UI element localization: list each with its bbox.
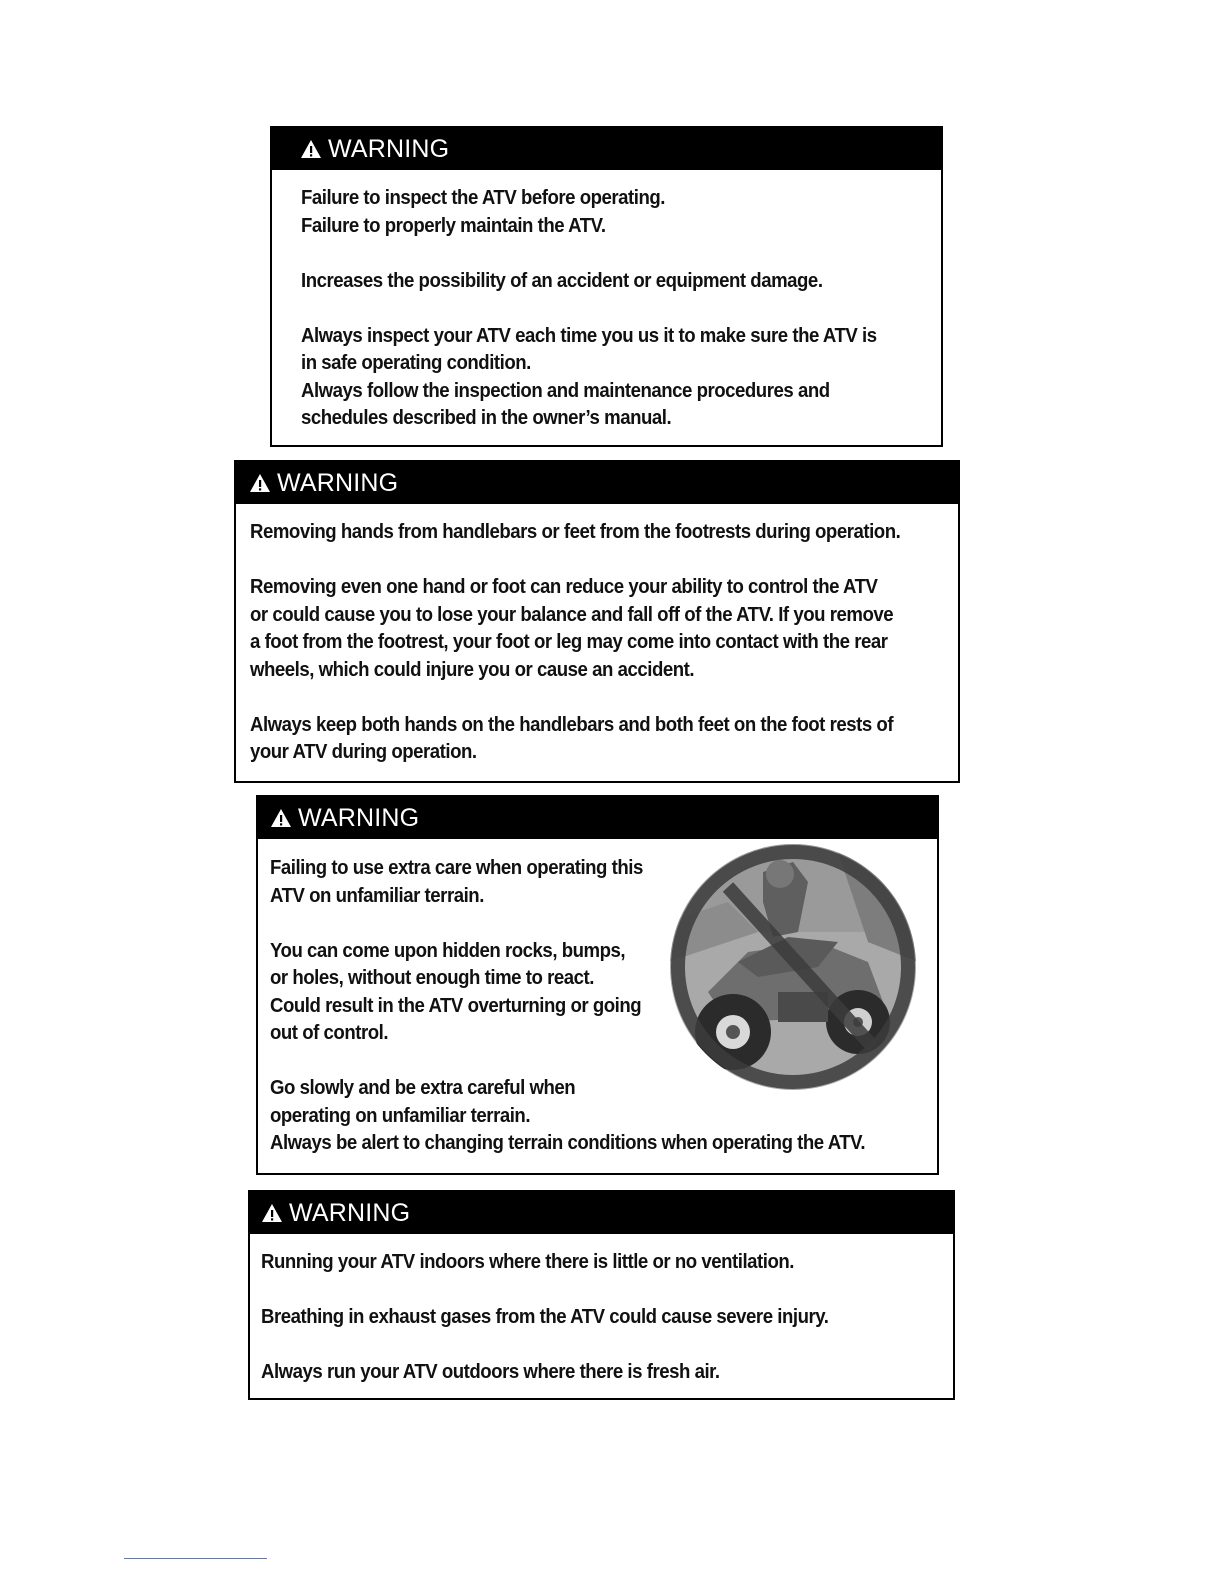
warning-text <box>250 519 900 767</box>
warning-line: in safe operating condition. <box>301 352 531 374</box>
warning-line: Could result in the ATV overturning or going <box>270 994 642 1017</box>
warning-header <box>236 462 958 504</box>
warning-line: Always be alert to changing terrain conditions when operating the ATV. <box>270 1132 866 1154</box>
warning-line: Increases the possibility of an accident or equipment damage. <box>301 269 823 292</box>
warning-box-inspection <box>270 126 943 447</box>
warning-line: schedules described in the owner’s manual. <box>301 407 672 429</box>
warning-text <box>301 185 877 433</box>
warning-triangle-icon <box>300 139 322 159</box>
warning-line: Failure to properly maintain the ATV. <box>301 214 606 237</box>
warning-line: Always follow the inspection and maintenance procedures and <box>301 379 830 402</box>
warning-triangle-icon <box>249 473 271 493</box>
warning-line: wheels, which could injure you or cause an accident. <box>250 658 695 681</box>
warning-triangle-icon <box>270 808 292 828</box>
warning-line: Breathing in exhaust gases from the ATV could cause severe injury. <box>261 1306 829 1328</box>
warning-text <box>270 855 865 1158</box>
warning-line: out of control. <box>270 1022 389 1044</box>
warning-header <box>250 1192 953 1234</box>
warning-header <box>258 797 937 839</box>
warning-line: ATV on unfamiliar terrain. <box>270 884 484 907</box>
footer-rule <box>124 1558 267 1559</box>
warning-title: WARNING <box>328 134 450 163</box>
warning-line: Removing hands from handlebars or feet from the footrests during operation. <box>250 521 901 543</box>
warning-title: WARNING <box>298 803 420 832</box>
warning-header <box>272 128 941 170</box>
warning-line: Always run your ATV outdoors where there is fresh air. <box>261 1361 720 1383</box>
warning-line: Always inspect your ATV each time you us it to make sure the ATV is <box>301 324 877 347</box>
warning-line: Always keep both hands on the handlebars and both feet on the foot rests of <box>250 713 894 736</box>
warning-line: or holes, without enough time to react. <box>270 967 594 989</box>
warning-line: or could cause you to lose your balance and fall off of the ATV. If you remove <box>250 603 894 626</box>
warning-line: Go slowly and be extra careful when <box>270 1077 576 1099</box>
warning-box-ventilation <box>248 1190 955 1400</box>
warning-box-hands-feet <box>234 460 960 783</box>
warning-triangle-icon <box>261 1203 283 1223</box>
warning-line: You can come upon hidden rocks, bumps, <box>270 939 626 962</box>
warning-line: Removing even one hand or foot can reduce your ability to control the ATV <box>250 576 878 598</box>
warning-line: Running your ATV indoors where there is little or no ventilation. <box>261 1251 794 1273</box>
warning-line: Failure to inspect the ATV before operating. <box>301 187 665 209</box>
warning-line: a foot from the footrest, your foot or leg may come into contact with the rear <box>250 631 888 653</box>
warning-line: Failing to use extra care when operating this <box>270 857 643 879</box>
warning-title: WARNING <box>289 1198 411 1227</box>
warning-line: operating on unfamiliar terrain. <box>270 1104 531 1127</box>
warning-line: your ATV during operation. <box>250 741 477 763</box>
warning-text <box>261 1249 828 1387</box>
warning-title: WARNING <box>277 468 399 497</box>
warning-box-terrain <box>256 795 939 1175</box>
